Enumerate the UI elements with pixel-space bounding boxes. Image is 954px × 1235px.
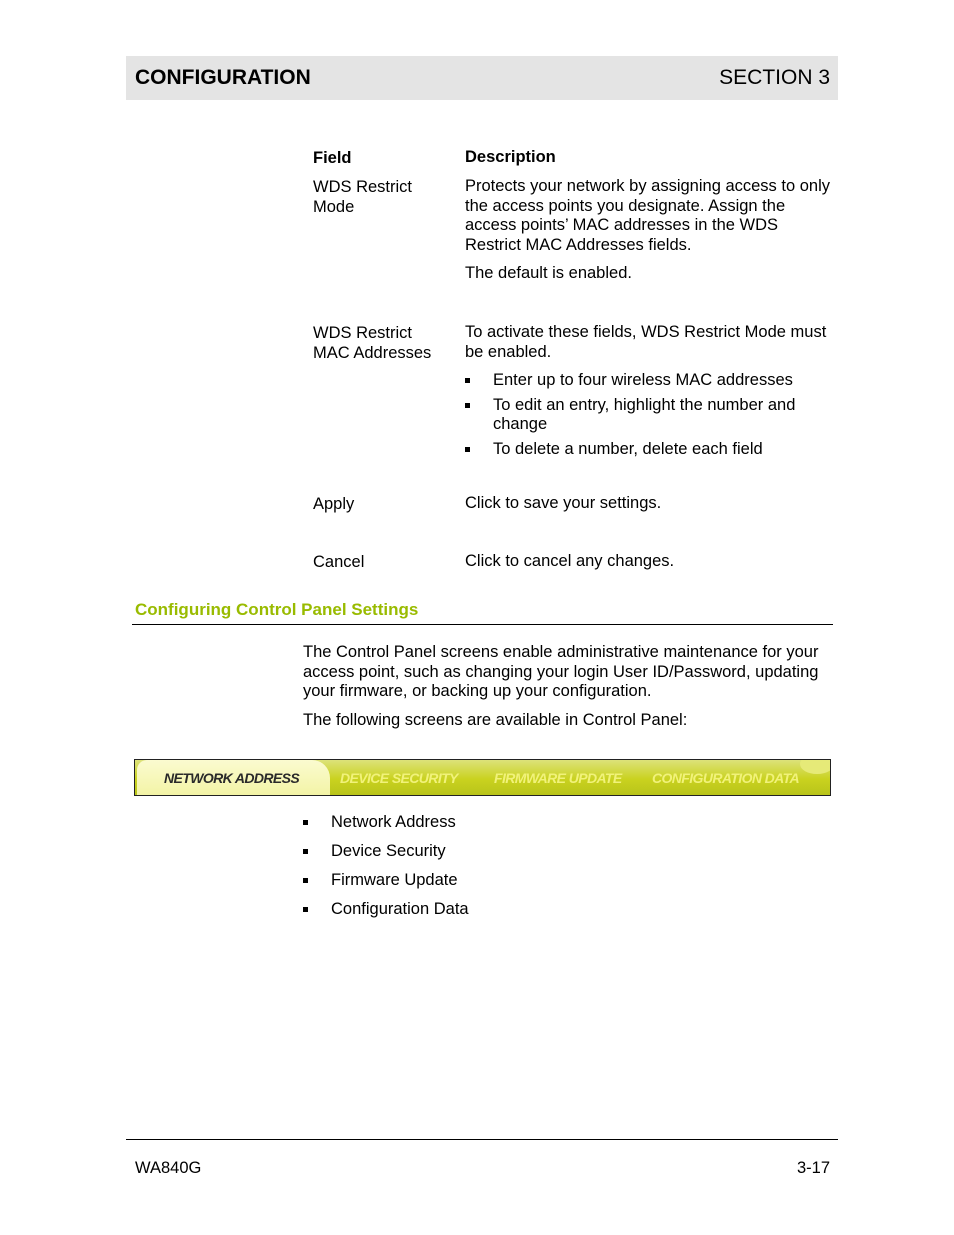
list-item [303, 842, 703, 862]
list-item-text: Device Security [331, 842, 446, 860]
list-item-text: Network Address [331, 813, 456, 831]
heading-rule [132, 624, 833, 625]
column-header-field: Field [313, 149, 352, 167]
intro-paragraph: The following screens are available in Control Panel: [303, 710, 688, 729]
bullet-square-icon [303, 849, 308, 854]
screens-list [303, 813, 703, 929]
list-item [465, 440, 830, 460]
tab-device-security[interactable]: DEVICE SECURITY [340, 769, 458, 786]
field-description [465, 494, 830, 523]
tab-configuration-data[interactable]: CONFIGURATION DATA [652, 769, 800, 786]
field-description [465, 323, 830, 464]
field-name: WDS Restrict Mode [313, 178, 412, 216]
bullet-square-icon [303, 878, 308, 883]
tab-network-address[interactable]: NETWORK ADDRESS [137, 760, 330, 795]
field-description [465, 177, 830, 293]
field-name: WDS Restrict MAC Addresses [313, 324, 432, 362]
tab-firmware-update[interactable]: FIRMWARE UPDATE [494, 769, 622, 786]
list-item [303, 900, 703, 920]
description-text: Protects your network by assigning access to only the access points you designate. Assign the access points’ MAC addresses in the WDS Restrict MAC Addresses fields. [465, 177, 831, 254]
description-text: To activate these fields, WDS Restrict Mode must be enabled. [465, 323, 827, 361]
list-item-text: Enter up to four wireless MAC addresses [493, 371, 793, 389]
bullet-square-icon [465, 403, 470, 408]
header-section: SECTION 3 [719, 66, 830, 89]
bullet-square-icon [465, 378, 470, 383]
footer-model: WA840G [135, 1159, 202, 1177]
list-item [465, 371, 830, 391]
list-item-text: To edit an entry, highlight the number and change [493, 395, 796, 433]
list-item [303, 813, 703, 833]
column-header-description: Description [465, 148, 556, 166]
intro-text [303, 643, 823, 739]
list-item-text: To delete a number, delete each field [493, 439, 763, 458]
bullet-square-icon [303, 907, 308, 912]
description-text: The default is enabled. [465, 264, 632, 282]
field-description [465, 552, 830, 581]
bullet-square-icon [303, 820, 308, 825]
intro-paragraph: The Control Panel screens enable administrative maintenance for your access point, such as changing your login User ID/Password, updating your firmware, or backing up your configuration. [303, 643, 819, 700]
list-item-text: Configuration Data [331, 900, 469, 918]
section-heading: Configuring Control Panel Settings [135, 600, 419, 619]
bullet-square-icon [465, 447, 470, 452]
footer-page-number: 3-17 [797, 1159, 831, 1177]
description-text: Click to save your settings. [465, 494, 662, 512]
page-header [126, 56, 838, 100]
header-title: CONFIGURATION [135, 66, 311, 89]
bullet-list [465, 371, 830, 459]
footer-rule [126, 1139, 838, 1140]
list-item [303, 871, 703, 891]
description-text: Click to cancel any changes. [465, 552, 675, 570]
list-item-text: Firmware Update [331, 871, 458, 889]
list-item [465, 396, 830, 435]
tab-bar-curl-decoration [800, 759, 831, 774]
field-name: Cancel [313, 553, 365, 571]
control-panel-tab-bar [134, 759, 831, 796]
field-name: Apply [313, 495, 355, 513]
